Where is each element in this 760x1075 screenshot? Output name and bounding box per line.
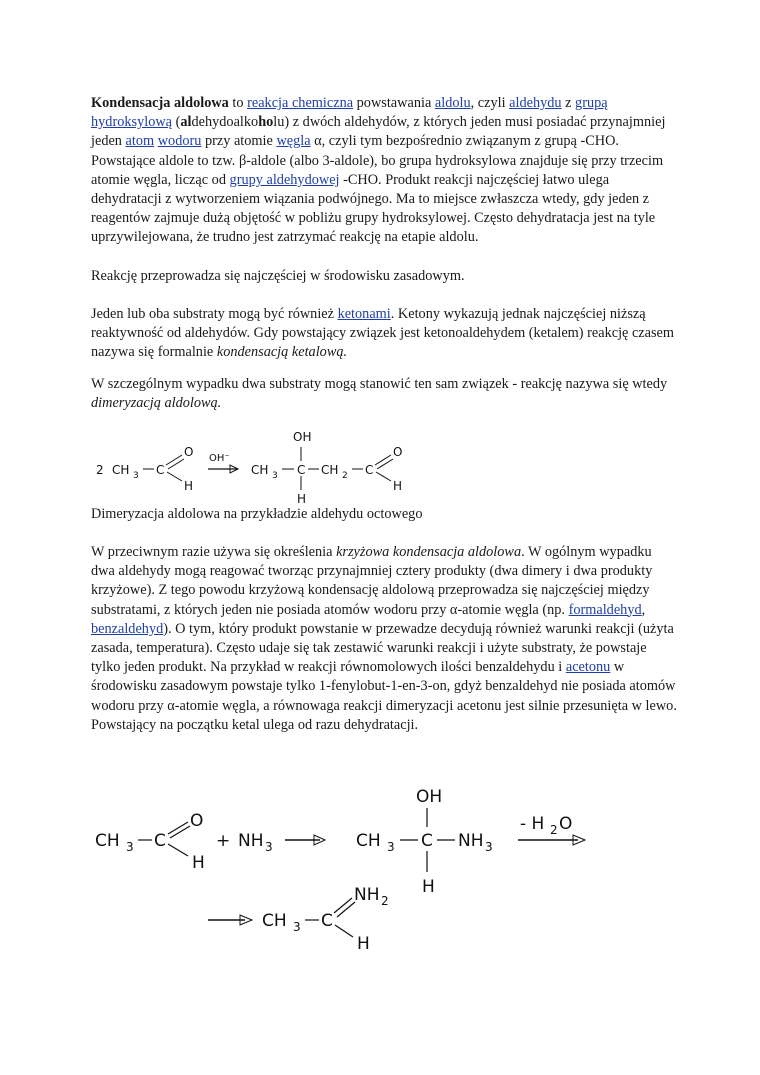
svg-text:2: 2 (381, 894, 389, 908)
svg-text:C: C (156, 463, 165, 477)
svg-text:CH: CH (95, 831, 120, 851)
svg-text:3: 3 (293, 920, 301, 934)
link-acetonu[interactable]: acetonu (565, 659, 611, 676)
svg-text:C: C (365, 463, 374, 477)
link-aldehydu[interactable]: aldehydu (509, 95, 562, 111)
scheme-aldehyde-ammonia (80, 780, 600, 960)
paragraph-conditions: Reakcję przeprowadza się najczęściej w środowisku zasadowym. (91, 268, 465, 284)
svg-text:2: 2 (550, 823, 558, 837)
svg-text:C: C (154, 831, 166, 851)
svg-text:H: H (184, 479, 194, 493)
svg-text:OH: OH (416, 787, 443, 807)
link-atom[interactable]: atom (125, 133, 155, 150)
svg-text:C: C (321, 911, 333, 931)
svg-text:NH: NH (354, 885, 380, 905)
svg-text:3: 3 (272, 471, 278, 481)
link-wegla[interactable]: węgla (276, 133, 311, 150)
svg-text:O: O (559, 814, 573, 834)
link-reakcja-chemiczna[interactable]: reakcja chemiczna (247, 95, 354, 111)
link-formaldehyd[interactable]: formaldehyd (568, 601, 642, 618)
svg-text:CH: CH (356, 831, 381, 851)
svg-text:CH: CH (321, 463, 339, 477)
svg-text:NH: NH (458, 831, 484, 851)
svg-text:CH: CH (112, 463, 130, 477)
catalyst-label: OH⁻ (209, 453, 230, 464)
paragraph-ketones: Jeden lub oba substraty mogą być również ketonami. Ketony wykazują jednak najczęściej niższą reaktywność od aldehydów. Gdy powstający związek jest ketonoaldehydem (ketalem) reakcję czasem nazywa się formalnie kondensacją ketalową. (91, 306, 675, 361)
svg-text:H: H (357, 934, 370, 954)
paragraph-cross-aldol: W przeciwnym razie używa się określenia krzyżowa kondensacja aldolowa. W ogólnym wypadku dwa aldehydy mogą reagować tworząc przynajmniej cztery produkty (dwa dimery i dwa produkty krzyżowe). Z tego powodu krzyżową kondensację aldolową przeprowadza się najczęściej między substratami, z których jeden nie posiada atomów wodoru przy α-atomie węgla (np. formaldehyd, benzaldehyd). O tym, który produkt powstanie w przewadze decydują również warunki reakcji (użyta zasada, temperatura). Często udaje się tak zestawić warunki reakcji i użyte substraty, że powstaje tylko jeden produkt. Na przykład w reakcji równomolowych ilości benzaldehydu i acetonu w środowisku zasadowym powstaje tylko 1-fenylobut-1-en-3-on, gdyż benzaldehyd nie posiada atomów wodoru przy α-atomie węgla, a równowaga reakcji dimeryzacji acetonu jest silnie przesunięta w lewo. Powstający na początku ketal ulega od razu dehydratacji. (91, 544, 677, 733)
paragraph-definition: Kondensacja aldolowa to reakcja chemiczna powstawania aldolu, czyli aldehydu z grupą hydroksylową (aldehydoalkoholu) z dwóch aldehydów, z których jeden musi posiadać przynajmniej jeden atom wodoru przy atomie węgla α, czyli tym bezpośrednio związanym z grupą -CHO. Powstające aldole to tzw. β-aldole (albo 3-aldole), bo grupa hydroksylowa znajduje się przy trzecim atomie węgla, licząc od grupy aldehydowej -CHO. Produkt reakcji najczęściej łatwo ulega dehydratacji z wytworzeniem wiązania podwójnego. Ma to miejsce zwłaszcza wtedy, gdy jeden z reagentów zajmuje dużą objętość w pobliżu grupy hydroksylowej. Często dehydratacja jest na tyle uprzywilejowana, że trudno jest zatrzymać reakcję na etapie aldolu. (91, 95, 666, 246)
svg-text:H: H (192, 853, 205, 873)
scheme1-caption: Dimeryzacja aldolowa na przykładzie aldehydu octowego (91, 506, 423, 522)
link-grupa-hydroksylowa[interactable]: grupą hydroksylową (91, 95, 608, 131)
svg-text:CH: CH (251, 463, 269, 477)
water-elimination-label: - H (520, 814, 545, 834)
svg-text:H: H (297, 492, 307, 506)
svg-text:NH: NH (238, 831, 264, 851)
link-aldolu[interactable]: aldolu (434, 95, 471, 111)
svg-text:O: O (190, 811, 204, 831)
svg-text:H: H (393, 479, 403, 493)
term-bold: Kondensacja aldolowa (91, 95, 229, 111)
svg-text:3: 3 (133, 471, 139, 481)
svg-text:CH: CH (262, 911, 287, 931)
paragraph-dimerization: W szczególnym wypadku dwa substraty mogą stanowić ten sam związek - reakcję nazywa się wtedy dimeryzacją aldolową. (91, 376, 668, 412)
link-wodoru[interactable]: wodoru (157, 133, 202, 150)
link-grupy-aldehydowej[interactable]: grupy aldehydowej (229, 171, 340, 188)
link-ketonami[interactable]: ketonami (337, 306, 391, 322)
svg-text:OH: OH (293, 430, 312, 444)
plus-sign: + (216, 831, 231, 851)
svg-text:C: C (297, 463, 306, 477)
link-benzaldehyd[interactable]: benzaldehyd (91, 620, 164, 637)
scheme-aldol-dimerization (88, 425, 428, 507)
svg-text:O: O (393, 445, 403, 459)
svg-text:3: 3 (387, 840, 395, 854)
svg-text:2: 2 (342, 471, 348, 481)
svg-text:3: 3 (485, 840, 493, 854)
svg-text:3: 3 (126, 840, 134, 854)
svg-text:O: O (184, 445, 194, 459)
scheme1-coefficient: 2 (96, 463, 104, 477)
svg-text:H: H (422, 877, 435, 897)
svg-text:C: C (421, 831, 433, 851)
svg-text:3: 3 (265, 840, 273, 854)
